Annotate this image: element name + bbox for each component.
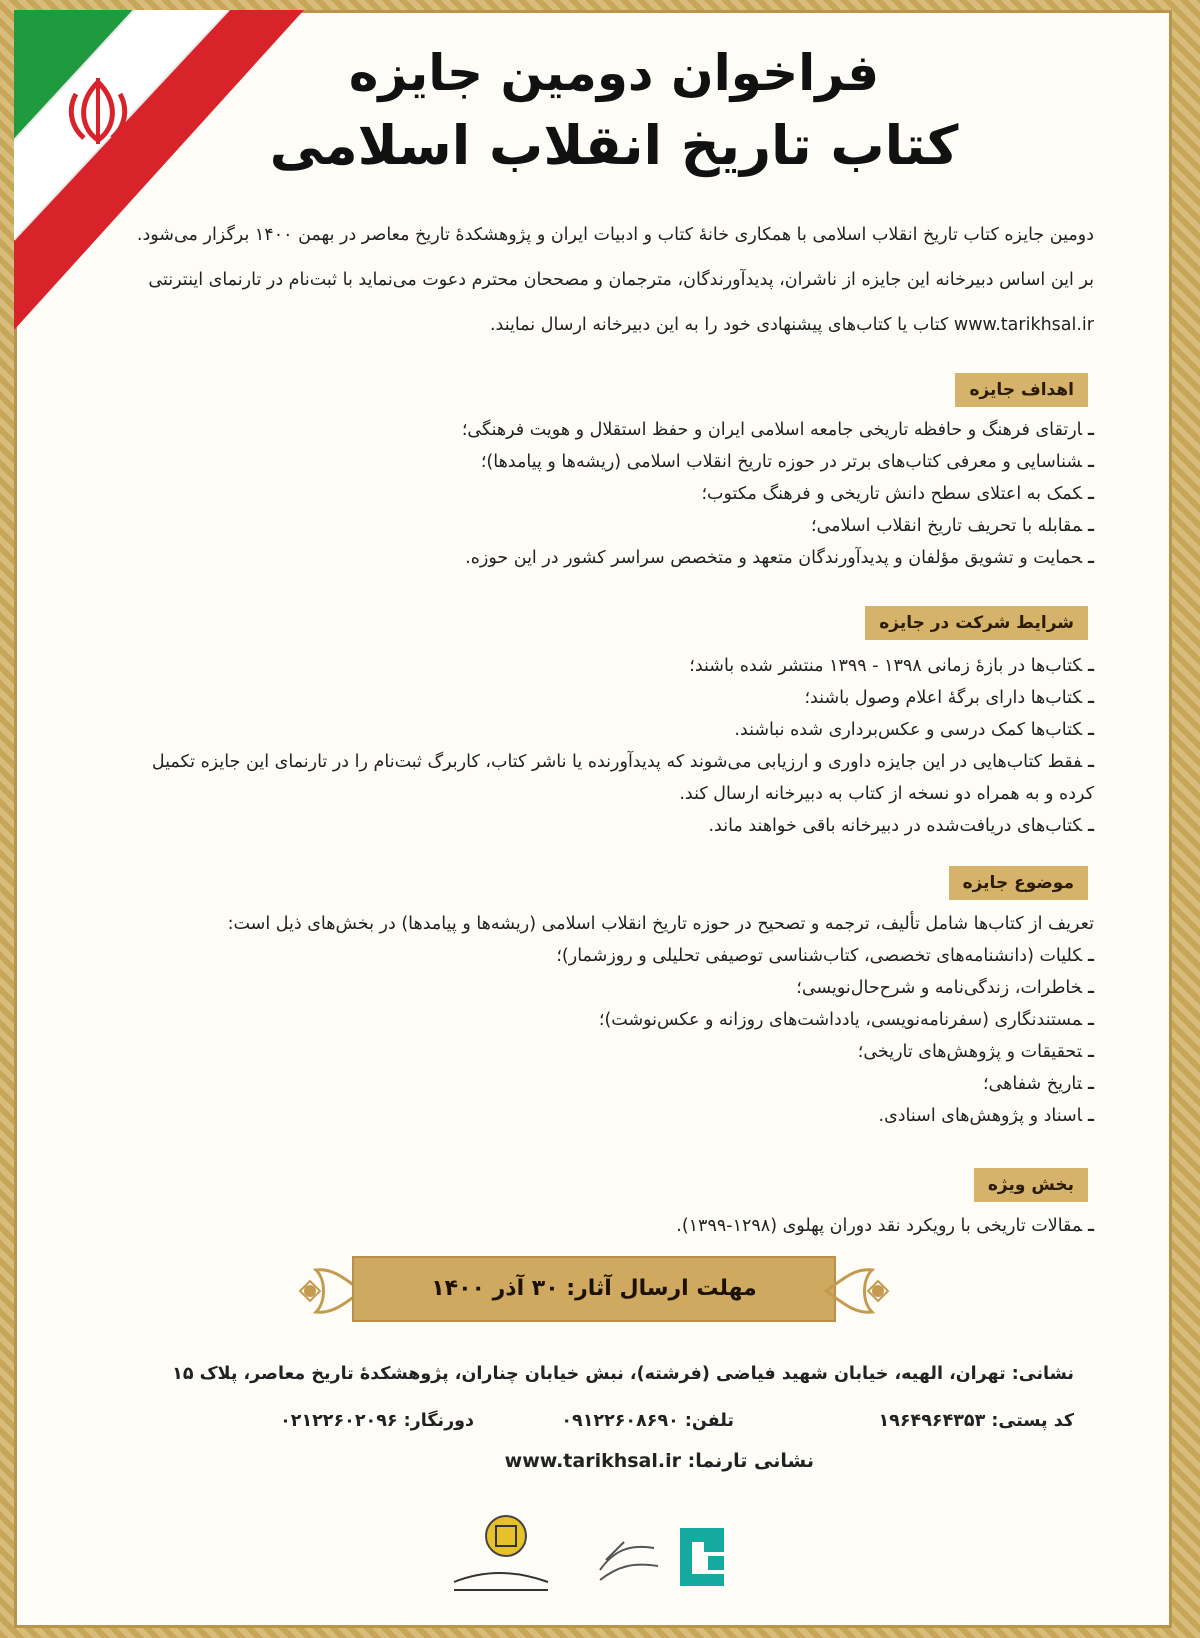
section-heading-goals: اهداف جایزه [955,373,1088,407]
section-heading-conditions: شرایط شرکت در جایزه [865,606,1088,640]
bullet-dash: ـ [1088,548,1094,568]
section-heading-topics: موضوع جایزه [949,866,1088,900]
section-heading-special: بخش ویژه [974,1168,1088,1202]
list-item: ـکمک به اعتلای سطح دانش تاریخی و فرهنگ مکتوب؛ [701,484,1094,504]
phone-number: تلفن: ۰۹۱۲۲۶۰۸۶۹۰ [561,1411,734,1431]
list-item: ـحمایت و تشویق مؤلفان و پدیدآورندگان متعهد و متخصص سراسر کشور در این حوزه. [465,548,1094,568]
page-title-line2: کتاب تاریخ انقلاب اسلامی [269,114,959,177]
conditions-list [132,650,1094,842]
bullet-dash: ـ [1088,452,1094,472]
list-item: ـمقابله با تحریف تاریخ انقلاب اسلامی؛ [811,516,1094,536]
deadline-banner [294,1250,894,1332]
fax-number: دورنگار: ۰۲۱۲۲۶۰۲۰۹۶ [280,1411,474,1431]
bullet-dash: ـ [1088,420,1094,440]
bullet-dash: ـ [1088,720,1094,740]
bullet-dash: ـ [1088,1074,1094,1094]
list-item: ـارتقای فرهنگ و حافظه تاریخی جامعه اسلامی ایران و حفظ استقلال و هویت فرهنگی؛ [461,420,1094,440]
bullet-dash: ـ [1088,516,1094,536]
goals-list [132,414,1094,574]
deadline-text: مهلت ارسال آثار: ۳۰ آذر ۱۴۰۰ [352,1256,836,1322]
bullet-dash: ـ [1088,1106,1094,1126]
teal-logo-icon [674,1524,730,1590]
address: نشانی: تهران، الهیه، خیابان شهید فیاضی (فرشته)، نبش خیابان چناران، پژوهشکدهٔ تاریخ معاصر، پلاک ۱۵ [172,1364,1074,1384]
list-item: ـمستندنگاری (سفرنامه‌نویسی، یادداشت‌های روزانه و عکس‌نوشت)؛ [598,1010,1094,1030]
list-item: ـکلیات (دانشنامه‌های تخصصی، کتاب‌شناسی توصیفی تحلیلی و روزشمار)؛ [556,946,1094,966]
list-item: ـمقالات تاریخی با رویکرد نقد دوران پهلوی (۱۲۹۸-۱۳۹۹). [676,1216,1094,1236]
bullet-dash: ـ [1088,978,1094,998]
book-house-logo-icon [594,1530,664,1590]
research-institute-logo-icon [444,1510,554,1600]
postal-code: کد پستی: ۱۹۶۴۹۶۴۳۵۳ [878,1411,1074,1431]
special-list [132,1210,1094,1242]
list-item: ـفقط کتاب‌هایی در این جایزه داوری و ارزیابی می‌شوند که پدیدآورنده یا ناشر کتاب، کاربرگ ثبت‌نام را در تارنمای این جایزه تکمیل کرده و به همراه دو نسخه از کتاب به دبیرخانه ارسال کند. [151,752,1094,804]
bullet-dash: ـ [1088,752,1094,772]
website: نشانی تارنما: www.tarikhsal.ir [504,1450,814,1472]
bullet-dash: ـ [1088,688,1094,708]
bullet-dash: ـ [1088,1010,1094,1030]
bullet-dash: ـ [1088,656,1094,676]
topics-list [132,940,1094,1132]
intro-paragraph: دومین جایزه کتاب تاریخ انقلاب اسلامی با همکاری خانهٔ کتاب و ادبیات ایران و پژوهشکدهٔ تاریخ معاصر در بهمن ۱۴۰۰ برگزار می‌شود. بر این اساس دبیرخانه این جایزه از ناشران، پدیدآورندگان، مترجمان و مصححان محترم دعوت می‌نماید با ثبت‌نام در تارنمای اینترنتی www.tarikhsal.ir کتاب یا کتاب‌های پیشنهادی خود را به این دبیرخانه ارسال نمایند. [136,225,1094,335]
list-item: ـکتاب‌ها دارای برگهٔ اعلام وصول باشند؛ [804,688,1094,708]
list-item: ـکتاب‌های دریافت‌شده در دبیرخانه باقی خواهند ماند. [708,816,1094,836]
bullet-dash: ـ [1088,1216,1094,1236]
poster-paper [14,10,1172,1628]
bullet-dash: ـ [1088,946,1094,966]
ornament-right-icon [824,1250,894,1332]
contact-row [164,1406,1074,1436]
list-item: ـکتاب‌ها کمک درسی و عکس‌برداری شده نباشند. [734,720,1094,740]
bullet-dash: ـ [1088,816,1094,836]
list-item: ـاسناد و پژوهش‌های اسنادی. [878,1106,1094,1126]
topics-lead: تعریف از کتاب‌ها شامل تألیف، ترجمه و تصحیح در حوزه تاریخ انقلاب اسلامی (ریشه‌ها و پیامدها) در بخش‌های ذیل است: [227,914,1094,934]
list-item: ـتحقیقات و پژوهش‌های تاریخی؛ [857,1042,1094,1062]
iran-emblem-icon [60,74,136,150]
list-item: ـشناسایی و معرفی کتاب‌های برتر در حوزه تاریخ انقلاب اسلامی (ریشه‌ها و پیامدها)؛ [480,452,1094,472]
list-item: ـتاریخ شفاهی؛ [982,1074,1094,1094]
bullet-dash: ـ [1088,484,1094,504]
bullet-dash: ـ [1088,1042,1094,1062]
list-item: ـکتاب‌ها در بازهٔ زمانی ۱۳۹۸ - ۱۳۹۹ منتشر شده باشند؛ [689,656,1094,676]
list-item: ـخاطرات، زندگی‌نامه و شرح‌حال‌نویسی؛ [796,978,1094,998]
page-title-line1: فراخوان دومین جایزه [348,44,880,102]
